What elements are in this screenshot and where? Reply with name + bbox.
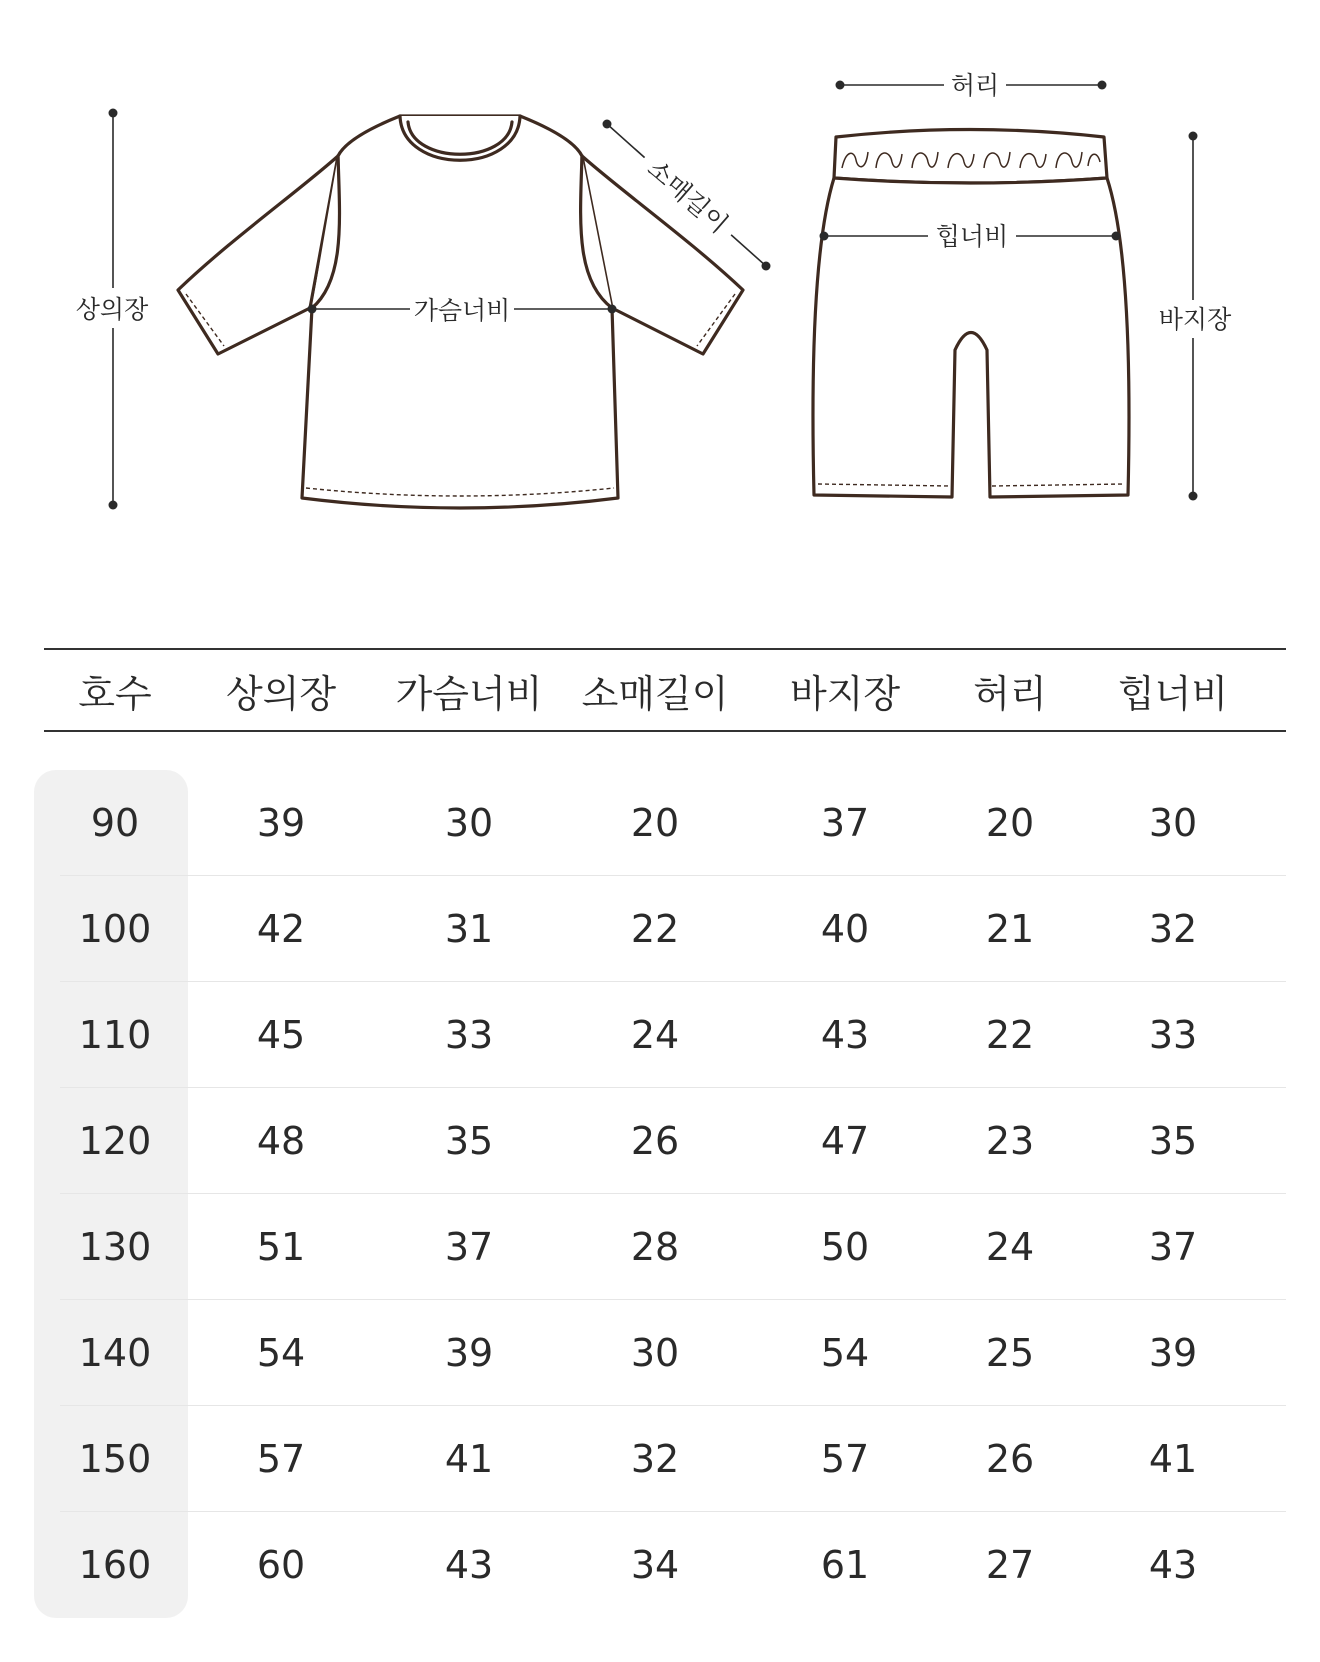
- cell-pants-length: 47: [820, 1119, 870, 1163]
- waist-label: 허리: [950, 71, 1000, 100]
- cell-waist: 21: [985, 907, 1035, 951]
- cell-hip-width: 33: [1148, 1013, 1198, 1057]
- cell-waist: 23: [985, 1119, 1035, 1163]
- pants-length-label: 바지장: [1158, 305, 1232, 334]
- chest-width-label: 가슴너비: [413, 296, 511, 325]
- cell-hip-width: 30: [1148, 801, 1198, 845]
- cell-sleeve-length: 34: [630, 1543, 680, 1587]
- header-hip-width: 힙너비: [1117, 671, 1229, 716]
- cell-chest-width: 43: [444, 1543, 494, 1587]
- cell-size: 90: [90, 801, 140, 845]
- cell-size: 150: [78, 1437, 152, 1481]
- cell-size: 160: [78, 1543, 152, 1587]
- table-row: [44, 1512, 1286, 1618]
- cell-waist: 24: [985, 1225, 1035, 1269]
- header-top-length: 상의장: [225, 671, 337, 716]
- cell-waist: 25: [985, 1331, 1035, 1375]
- cell-sleeve-length: 32: [630, 1437, 680, 1481]
- cell-chest-width: 35: [444, 1119, 494, 1163]
- sleeve-length-label: 소매길이: [641, 153, 734, 240]
- cell-top-length: 60: [256, 1543, 306, 1587]
- cell-sleeve-length: 24: [630, 1013, 680, 1057]
- header-waist: 허리: [973, 671, 1047, 716]
- cell-sleeve-length: 22: [630, 907, 680, 951]
- cell-pants-length: 40: [820, 907, 870, 951]
- cell-chest-width: 33: [444, 1013, 494, 1057]
- cell-waist: 27: [985, 1543, 1035, 1587]
- cell-chest-width: 31: [444, 907, 494, 951]
- cell-sleeve-length: 20: [630, 801, 680, 845]
- cell-hip-width: 41: [1148, 1437, 1198, 1481]
- cell-sleeve-length: 26: [630, 1119, 680, 1163]
- cell-hip-width: 32: [1148, 907, 1198, 951]
- cell-hip-width: 39: [1148, 1331, 1198, 1375]
- cell-size: 130: [78, 1225, 152, 1269]
- cell-size: 140: [78, 1331, 152, 1375]
- cell-waist: 22: [985, 1013, 1035, 1057]
- table-row: [44, 1406, 1286, 1512]
- header-sleeve-length: 소매길이: [581, 671, 729, 716]
- table-row: [44, 1194, 1286, 1300]
- table-row: [44, 1088, 1286, 1194]
- cell-top-length: 57: [256, 1437, 306, 1481]
- cell-top-length: 39: [256, 801, 306, 845]
- cell-top-length: 42: [256, 907, 306, 951]
- cell-pants-length: 37: [820, 801, 870, 845]
- cell-top-length: 51: [256, 1225, 306, 1269]
- table-row: [44, 982, 1286, 1088]
- cell-pants-length: 43: [820, 1013, 870, 1057]
- cell-top-length: 48: [256, 1119, 306, 1163]
- cell-sleeve-length: 28: [630, 1225, 680, 1269]
- top-length-label: 상의장: [75, 295, 149, 324]
- header-chest-width: 가슴너비: [395, 671, 543, 716]
- waist-indicator: [836, 66, 1107, 104]
- cell-pants-length: 54: [820, 1331, 870, 1375]
- table-row: [44, 770, 1286, 876]
- table-row: [44, 1300, 1286, 1406]
- cell-sleeve-length: 30: [630, 1331, 680, 1375]
- cell-top-length: 54: [256, 1331, 306, 1375]
- cell-pants-length: 57: [820, 1437, 870, 1481]
- cell-top-length: 45: [256, 1013, 306, 1057]
- hip-width-label: 힙너비: [935, 222, 1009, 251]
- header-size: 호수: [78, 671, 152, 716]
- cell-size: 110: [78, 1013, 152, 1057]
- measurement-diagram: [0, 0, 1320, 560]
- cell-hip-width: 35: [1148, 1119, 1198, 1163]
- cell-chest-width: 41: [444, 1437, 494, 1481]
- cell-size: 120: [78, 1119, 152, 1163]
- cell-chest-width: 30: [444, 801, 494, 845]
- size-chart-table: [44, 648, 1286, 1618]
- cell-pants-length: 61: [820, 1543, 870, 1587]
- cell-pants-length: 50: [820, 1225, 870, 1269]
- cell-waist: 20: [985, 801, 1035, 845]
- cell-chest-width: 39: [444, 1331, 494, 1375]
- cell-hip-width: 37: [1148, 1225, 1198, 1269]
- cell-waist: 26: [985, 1437, 1035, 1481]
- pants-illustration: [813, 130, 1129, 498]
- cell-chest-width: 37: [444, 1225, 494, 1269]
- header-pants-length: 바지장: [789, 671, 901, 716]
- top-length-indicator: [64, 109, 160, 510]
- table-row: [44, 876, 1286, 982]
- table-header-row: [44, 648, 1286, 732]
- pants-length-indicator: [1150, 132, 1242, 501]
- cell-hip-width: 43: [1148, 1543, 1198, 1587]
- table-body: [44, 770, 1286, 1618]
- cell-size: 100: [78, 907, 152, 951]
